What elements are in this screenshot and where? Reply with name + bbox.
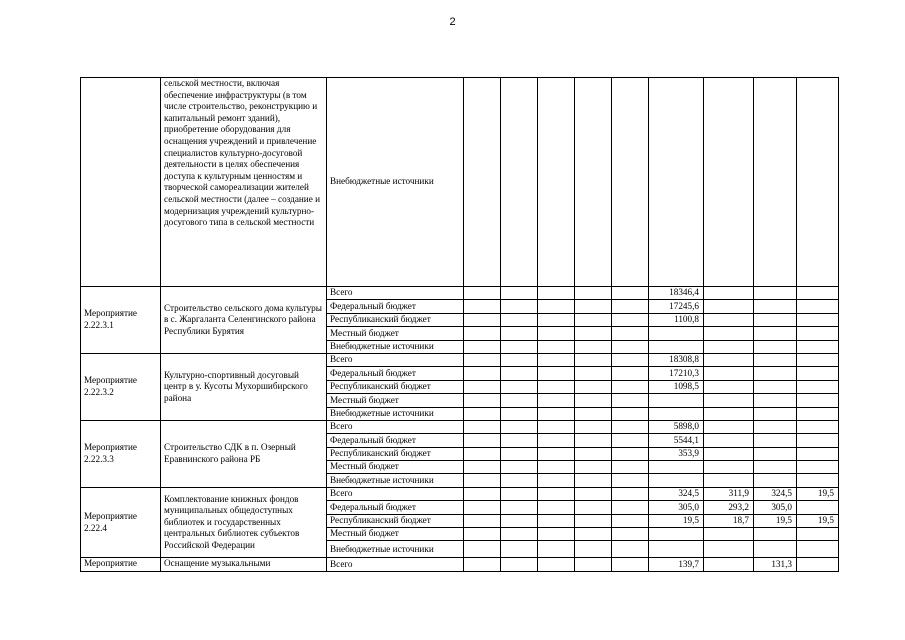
- amount-cell: [501, 528, 538, 541]
- amount-cell: 324,5: [649, 487, 704, 500]
- funding-source: Федеральный бюджет: [327, 434, 464, 447]
- amount-cell: [464, 420, 501, 433]
- amount-cell: [575, 420, 612, 433]
- funding-source: Всего: [327, 420, 464, 433]
- amount-cell: [797, 447, 839, 460]
- amount-cell: [797, 327, 839, 340]
- amount-cell: [501, 487, 538, 500]
- amount-cell: [575, 394, 612, 407]
- amount-cell: [797, 434, 839, 447]
- amount-cell: [704, 541, 754, 558]
- amount-cell: [501, 434, 538, 447]
- amount-cell: [612, 367, 649, 380]
- amount-cell: 139,7: [649, 558, 704, 571]
- amount-cell: 5544,1: [649, 434, 704, 447]
- amount-cell: [538, 313, 575, 326]
- amount-cell: 293,2: [704, 501, 754, 514]
- amount-cell: [464, 514, 501, 527]
- amount-cell: [612, 394, 649, 407]
- amount-cell: [797, 340, 839, 353]
- amount-cell: [754, 327, 797, 340]
- amount-cell: [538, 447, 575, 460]
- amount-cell: [501, 394, 538, 407]
- amount-cell: 1100,8: [649, 313, 704, 326]
- amount-cell: [501, 380, 538, 393]
- amount-cell: [704, 407, 754, 420]
- activity-description: Оснащение музыкальными: [161, 558, 327, 571]
- activity-description: Культурно-спортивный досуговый центр в у. Кусоты Мухоршибирского района: [161, 353, 327, 420]
- amount-cell: 324,5: [754, 487, 797, 500]
- table-row: [81, 78, 839, 287]
- amount-cell: [797, 528, 839, 541]
- amount-cell: 311,9: [704, 487, 754, 500]
- funding-source: Всего: [327, 487, 464, 500]
- funding-source: Всего: [327, 287, 464, 300]
- amount-cell: [612, 447, 649, 460]
- amount-cell: 18346,4: [649, 287, 704, 300]
- funding-source: Федеральный бюджет: [327, 300, 464, 313]
- amount-cell: [464, 528, 501, 541]
- activity-label: Мероприятие: [81, 558, 161, 571]
- budget-table: [80, 77, 839, 572]
- amount-cell: [797, 541, 839, 558]
- amount-cell: [501, 541, 538, 558]
- amount-cell: [612, 461, 649, 474]
- amount-cell: [704, 420, 754, 433]
- activity-description: Комплектование книжных фондов муниципальных общедоступных библиотек и государственных центральных библиотек субъектов Российской Федерации: [161, 487, 327, 558]
- amount-cell: [575, 340, 612, 353]
- amount-cell: [704, 558, 754, 571]
- amount-cell: [464, 78, 501, 287]
- amount-cell: [464, 300, 501, 313]
- amount-cell: [754, 434, 797, 447]
- amount-cell: [464, 340, 501, 353]
- amount-cell: [538, 353, 575, 366]
- amount-cell: [612, 300, 649, 313]
- amount-cell: [464, 407, 501, 420]
- activity-description: Строительство СДК в п. Озерный Еравнинского района РБ: [161, 420, 327, 487]
- amount-cell: [797, 300, 839, 313]
- amount-cell: [575, 367, 612, 380]
- amount-cell: [575, 461, 612, 474]
- amount-cell: [575, 287, 612, 300]
- amount-cell: [612, 407, 649, 420]
- amount-cell: [575, 501, 612, 514]
- amount-cell: [754, 300, 797, 313]
- amount-cell: [612, 434, 649, 447]
- table-row: [81, 558, 839, 571]
- funding-source: Внебюджетные источники: [327, 340, 464, 353]
- funding-source: Внебюджетные источники: [327, 78, 464, 287]
- amount-cell: [575, 407, 612, 420]
- amount-cell: [797, 407, 839, 420]
- amount-cell: [612, 313, 649, 326]
- amount-cell: [612, 420, 649, 433]
- amount-cell: [612, 380, 649, 393]
- amount-cell: [501, 300, 538, 313]
- amount-cell: [501, 420, 538, 433]
- amount-cell: 17245,6: [649, 300, 704, 313]
- amount-cell: [754, 313, 797, 326]
- amount-cell: 305,0: [754, 501, 797, 514]
- amount-cell: [754, 407, 797, 420]
- amount-cell: [501, 501, 538, 514]
- page-number: 2: [449, 16, 456, 28]
- amount-cell: [754, 367, 797, 380]
- amount-cell: [612, 501, 649, 514]
- amount-cell: [649, 327, 704, 340]
- amount-cell: [649, 461, 704, 474]
- amount-cell: [649, 394, 704, 407]
- amount-cell: [575, 558, 612, 571]
- amount-cell: [538, 461, 575, 474]
- amount-cell: [538, 407, 575, 420]
- amount-cell: [754, 287, 797, 300]
- amount-cell: [575, 434, 612, 447]
- amount-cell: [464, 313, 501, 326]
- amount-cell: [612, 287, 649, 300]
- amount-cell: [612, 353, 649, 366]
- funding-source: Федеральный бюджет: [327, 367, 464, 380]
- amount-cell: 131,3: [754, 558, 797, 571]
- amount-cell: [649, 340, 704, 353]
- amount-cell: [612, 327, 649, 340]
- amount-cell: [538, 501, 575, 514]
- amount-cell: [704, 447, 754, 460]
- funding-source: Внебюджетные источники: [327, 541, 464, 558]
- amount-cell: [797, 380, 839, 393]
- amount-cell: 19,5: [649, 514, 704, 527]
- amount-cell: [538, 380, 575, 393]
- amount-cell: 305,0: [649, 501, 704, 514]
- amount-cell: [704, 78, 754, 287]
- amount-cell: [464, 327, 501, 340]
- amount-cell: [649, 78, 704, 287]
- amount-cell: [538, 514, 575, 527]
- activity-label: [81, 78, 161, 287]
- amount-cell: 1098,5: [649, 380, 704, 393]
- amount-cell: [797, 313, 839, 326]
- amount-cell: [704, 327, 754, 340]
- amount-cell: [612, 558, 649, 571]
- amount-cell: 18,7: [704, 514, 754, 527]
- amount-cell: [464, 461, 501, 474]
- table-row: [81, 487, 839, 500]
- funding-source: Республиканский бюджет: [327, 313, 464, 326]
- amount-cell: 19,5: [797, 487, 839, 500]
- amount-cell: [575, 447, 612, 460]
- amount-cell: [612, 474, 649, 487]
- funding-source: Всего: [327, 353, 464, 366]
- amount-cell: [575, 380, 612, 393]
- funding-source: Всего: [327, 558, 464, 571]
- amount-cell: [538, 474, 575, 487]
- amount-cell: [464, 558, 501, 571]
- table-row: [81, 353, 839, 366]
- amount-cell: [704, 340, 754, 353]
- amount-cell: [754, 380, 797, 393]
- amount-cell: [612, 340, 649, 353]
- table-row: [81, 420, 839, 433]
- amount-cell: [575, 514, 612, 527]
- amount-cell: [612, 528, 649, 541]
- amount-cell: 5898,0: [649, 420, 704, 433]
- activity-label: Мероприятие 2.22.3.2: [81, 353, 161, 420]
- amount-cell: [538, 78, 575, 287]
- amount-cell: [538, 300, 575, 313]
- funding-source: Местный бюджет: [327, 327, 464, 340]
- amount-cell: [797, 558, 839, 571]
- amount-cell: [649, 528, 704, 541]
- amount-cell: [464, 380, 501, 393]
- funding-source: Республиканский бюджет: [327, 514, 464, 527]
- amount-cell: [464, 434, 501, 447]
- amount-cell: [754, 420, 797, 433]
- amount-cell: [501, 447, 538, 460]
- amount-cell: [704, 300, 754, 313]
- amount-cell: [464, 447, 501, 460]
- amount-cell: [575, 327, 612, 340]
- amount-cell: [501, 287, 538, 300]
- amount-cell: [464, 367, 501, 380]
- funding-source: Федеральный бюджет: [327, 501, 464, 514]
- amount-cell: [754, 461, 797, 474]
- amount-cell: [797, 367, 839, 380]
- amount-cell: [538, 434, 575, 447]
- activity-label: Мероприятие 2.22.3.1: [81, 287, 161, 354]
- amount-cell: [754, 474, 797, 487]
- amount-cell: [538, 340, 575, 353]
- amount-cell: [797, 353, 839, 366]
- amount-cell: [797, 394, 839, 407]
- amount-cell: 17210,3: [649, 367, 704, 380]
- amount-cell: [797, 474, 839, 487]
- amount-cell: [538, 541, 575, 558]
- activity-label: Мероприятие 2.22.3.3: [81, 420, 161, 487]
- amount-cell: [464, 474, 501, 487]
- amount-cell: [704, 434, 754, 447]
- amount-cell: [704, 528, 754, 541]
- amount-cell: [501, 313, 538, 326]
- amount-cell: [649, 474, 704, 487]
- amount-cell: [538, 528, 575, 541]
- amount-cell: [501, 474, 538, 487]
- table-row: [81, 287, 839, 300]
- activity-description: сельской местности, включая обеспечение инфраструктуры (в том числе строительство, реконструкцию и капитальный ремонт зданий), приобретение оборудования для оснащения учреждений и привлечение специалистов культурно-досуговой деятельности в целях обеспечения доступа к культурным ценностям и творческой самореализации жителей сельской местности (далее – создание и модернизация учреждений культурно-досугового типа в сельской местности: [161, 78, 327, 287]
- amount-cell: [704, 380, 754, 393]
- amount-cell: [754, 394, 797, 407]
- amount-cell: [464, 287, 501, 300]
- amount-cell: [501, 78, 538, 287]
- funding-source: Местный бюджет: [327, 528, 464, 541]
- amount-cell: [501, 514, 538, 527]
- amount-cell: [704, 394, 754, 407]
- amount-cell: [754, 340, 797, 353]
- amount-cell: [538, 287, 575, 300]
- amount-cell: [575, 78, 612, 287]
- amount-cell: 18308,8: [649, 353, 704, 366]
- amount-cell: [754, 353, 797, 366]
- amount-cell: [538, 394, 575, 407]
- amount-cell: [649, 407, 704, 420]
- funding-source: Местный бюджет: [327, 461, 464, 474]
- amount-cell: [538, 367, 575, 380]
- amount-cell: [575, 541, 612, 558]
- amount-cell: [704, 313, 754, 326]
- amount-cell: 353,9: [649, 447, 704, 460]
- amount-cell: 19,5: [797, 514, 839, 527]
- amount-cell: [754, 447, 797, 460]
- activity-label: Мероприятие 2.22.4: [81, 487, 161, 558]
- amount-cell: [538, 327, 575, 340]
- amount-cell: [575, 300, 612, 313]
- amount-cell: [501, 367, 538, 380]
- amount-cell: [538, 420, 575, 433]
- amount-cell: [797, 287, 839, 300]
- amount-cell: [464, 353, 501, 366]
- amount-cell: [501, 353, 538, 366]
- amount-cell: [464, 501, 501, 514]
- funding-source: Республиканский бюджет: [327, 380, 464, 393]
- amount-cell: [612, 487, 649, 500]
- amount-cell: [538, 487, 575, 500]
- amount-cell: [575, 313, 612, 326]
- amount-cell: [704, 287, 754, 300]
- amount-cell: [612, 541, 649, 558]
- amount-cell: [754, 528, 797, 541]
- amount-cell: [754, 78, 797, 287]
- amount-cell: [538, 558, 575, 571]
- funding-source: Местный бюджет: [327, 394, 464, 407]
- amount-cell: [464, 394, 501, 407]
- table-body: [81, 78, 839, 572]
- amount-cell: [575, 528, 612, 541]
- amount-cell: [575, 474, 612, 487]
- amount-cell: [704, 367, 754, 380]
- amount-cell: [754, 541, 797, 558]
- amount-cell: [797, 461, 839, 474]
- funding-source: Внебюджетные источники: [327, 474, 464, 487]
- amount-cell: [501, 461, 538, 474]
- amount-cell: [797, 420, 839, 433]
- amount-cell: [575, 353, 612, 366]
- amount-cell: [501, 327, 538, 340]
- amount-cell: [704, 353, 754, 366]
- amount-cell: [797, 501, 839, 514]
- funding-source: Внебюджетные источники: [327, 407, 464, 420]
- amount-cell: [649, 541, 704, 558]
- amount-cell: [501, 340, 538, 353]
- funding-source: Республиканский бюджет: [327, 447, 464, 460]
- amount-cell: 19,5: [754, 514, 797, 527]
- amount-cell: [575, 487, 612, 500]
- amount-cell: [612, 514, 649, 527]
- amount-cell: [704, 461, 754, 474]
- amount-cell: [501, 558, 538, 571]
- amount-cell: [501, 407, 538, 420]
- amount-cell: [464, 541, 501, 558]
- amount-cell: [612, 78, 649, 287]
- activity-description: Строительство сельского дома культуры в с. Жаргаланта Селенгинского района Республики Бурятия: [161, 287, 327, 354]
- amount-cell: [797, 78, 839, 287]
- amount-cell: [464, 487, 501, 500]
- amount-cell: [704, 474, 754, 487]
